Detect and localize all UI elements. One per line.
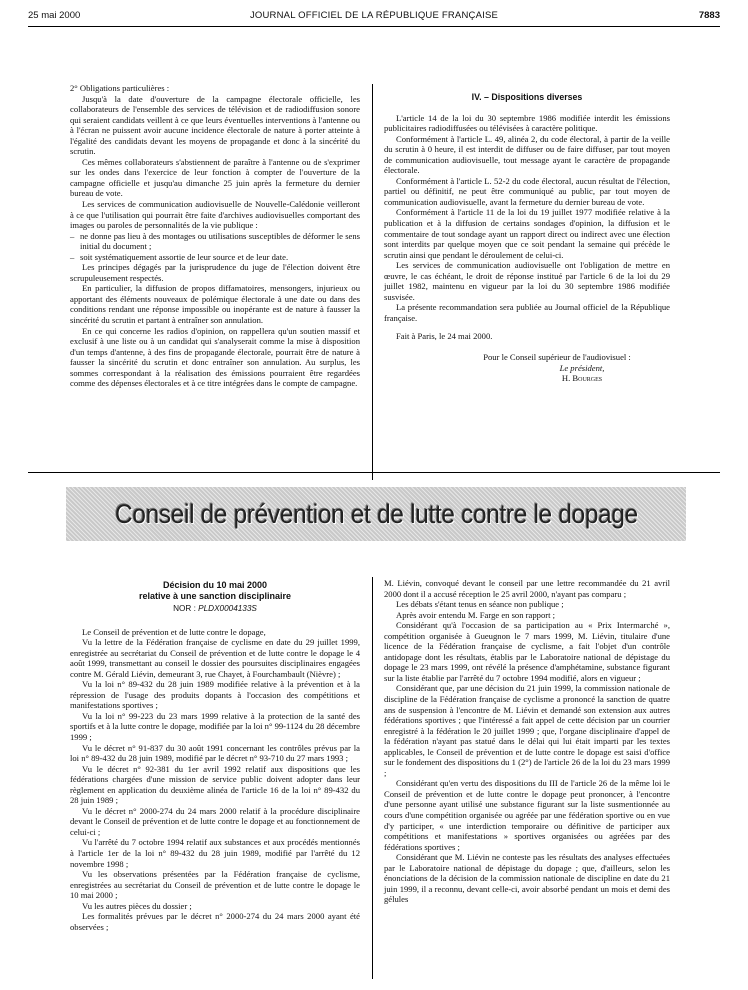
- paragraph: M. Liévin, convoqué devant le conseil par une lettre recommandée du 21 avril 2000 dont il a accusé réception le 25 avril 2000, n'ayant pas comparu ;: [384, 578, 670, 599]
- paragraph: Considérant que, par une décision du 21 juin 1999, la commission nationale de discipline de la Fédération française de cyclisme a prononcé la sanction de quatre ans de suspension à l'encontre de M. Liévin et demandé son extension aux autres fédérations sportives ; que l'intéressé a fait appel de cette décision par un courrier enregistré à la fédération le 20 juillet 1999 ; que, l'organe disciplinaire d'appel de la fédération n'ayant pas statué dans le délai qui lui était imparti par les textes applicables, le Conseil de prévention et de lutte contre le dopage est saisi d'office sur le fondement des dispositions du 1 (2°) de l'article 26 de la loi du 23 mars 1999 ;: [384, 683, 670, 778]
- paragraph: Considérant qu'à l'occasion de sa participation au « Prix Intermarché », compétition organisée à Gueugnon le 7 mars 1999, M. Liévin, titulaire d'une licence de la Fédération française de cyclisme, a fait l'objet d'un contrôle antidopage dont les résultats, établis par le Laboratoire national de dépistage du dopage le 23 mars 1999, ont révélé la présence d'amphétamine, substance figurant sur la liste établie par l'arrêté du 7 octobre 1994 modifié, alors en vigueur ;: [384, 620, 670, 683]
- paragraph: Conformément à l'article L. 49, alinéa 2, du code électoral, à partir de la veille du scrutin à 0 heure, il est interdit de diffuser ou de faire diffuser, par tout moyen de communication audiovisuelle, tout message ayant le caractère de propagande électorale.: [384, 133, 670, 176]
- paragraph: Les débats s'étant tenus en séance non publique ;: [396, 599, 564, 610]
- paragraph: Les services de communication audiovisuelle de Nouvelle-Calédonie veilleront à ce que l'utilisation qui pourrait être faite d'archives audiovisuelles comportant des images ou paroles de personnalités de la vie publique :: [70, 199, 360, 231]
- nor-reference: [70, 604, 360, 615]
- paragraph: Après avoir entendu M. Farge en son rapport ;: [396, 609, 556, 620]
- paragraph: Conformément à l'article L. 52-2 du code électoral, aucun résultat de l'élection, partiel ou définitif, ne peut être communiqué au public, par tout moyen de communication audiovisuelle, avant la fermeture du dernier bureau de vote.: [384, 175, 670, 207]
- paragraph: Vu la loi n° 89-432 du 28 juin 1989 modifiée relative à la prévention et à la répression de l'usage des produits dopants à l'occasion des compétitions et manifestations sportives ;: [70, 679, 360, 711]
- section-heading: IV. – Dispositions diverses: [471, 92, 583, 102]
- paragraph: La présente recommandation sera publiée au Journal officiel de la République française.: [384, 302, 670, 323]
- paragraph: Jusqu'à la date d'ouverture de la campagne électorale officielle, les collaborateurs de l'ensemble des services de télévision et de radiodiffusion sonore qui seraient candidats veillent à ce que leurs éventuelles interventions à l'antenne ou à l'écran ne puissent avoir aucune incidence électorale de nature à porter atteinte à l'égalité des candidats devant les moyens de propagande et donc à la sincérité du scrutin.: [70, 93, 360, 157]
- nor-label: NOR :: [173, 604, 196, 613]
- paragraph: Fait à Paris, le 24 mai 2000.: [396, 331, 493, 342]
- paragraph: Considérant que M. Liévin ne conteste pas les résultats des analyses effectuées par le Laboratoire national de dépistage du dopage ; que, d'ailleurs, selon les énonciations de la décision de la commission nationale de discipline en date du 21 juin 1999, il a reconnu, devant celle-ci, avoir absorbé pendant un mois et demi des gélules: [384, 852, 670, 905]
- banner-title: Conseil de prévention et de lutte contre le dopage: [114, 498, 638, 529]
- paragraph: Les services de communication audiovisuelle ont l'obligation de mettre en œuvre, le cas échéant, le droit de réponse institué par l'article 6 de la loi du 29 juillet 1982, maintenu en vigueur par la loi du 30 septembre 1986 modifiée susvisée.: [384, 260, 670, 302]
- paragraph: Conformément à l'article 11 de la loi du 19 juillet 1977 modifiée relative à la publication et à la diffusion de certains sondages d'opinion, la diffusion et le commentaire de tout sondage ayant un rapport direct ou indirect avec une élection sont interdits par quelque moyen que ce soit pendant la semaine qui précède le scrutin ainsi que pendant le déroulement de celui-ci.: [384, 207, 670, 260]
- paragraph: En particulier, la diffusion de propos diffamatoires, mensongers, injurieux ou apportant des éléments nouveaux de polémique électorale à une date ou dans des conditions rendant une réponse impossible ou inopérante est de nature à fausser la sincérité du scrutin et partant à entraîner son annulation.: [70, 283, 360, 326]
- paragraph: 2° Obligations particulières :: [70, 83, 170, 93]
- paragraph: Vu le décret n° 92-381 du 1er avril 1992 relatif aux dispositions que les fédérations chargées d'une mission de service public doivent adopter dans leur règlement en application du deuxième alinéa de l'article 16 de la loi n° 89-432 du 28 juin 1989 ;: [70, 763, 360, 806]
- paragraph: Vu les autres pièces du dossier ;: [82, 900, 192, 911]
- lower-right-column: [384, 578, 670, 905]
- paragraph: Les principes dégagés par la jurisprudence du juge de l'élection doivent être scrupuleusement respectés.: [70, 262, 360, 283]
- column-divider-upper: [372, 84, 373, 480]
- nor-value: PLDX0004133S: [198, 604, 257, 613]
- decision-subtitle: relative à une sanction disciplinaire: [138, 590, 292, 601]
- signature-block: [384, 352, 670, 384]
- header-date: 25 mai 2000: [28, 10, 81, 21]
- paragraph: Les formalités prévues par le décret n° 2000-274 du 24 mars 2000 ayant été observées ;: [70, 911, 360, 932]
- section-banner: [66, 487, 686, 541]
- paragraph: Ces mêmes collaborateurs s'abstiennent de paraître à l'antenne ou de s'exprimer sur les ondes dans l'exercice de leur fonction à compter de l'ouverture de la campagne officielle et jusqu'au dimanche 25 juin après la fermeture du dernier bureau de vote.: [70, 156, 360, 199]
- header-journal-title: JOURNAL OFFICIEL DE LA RÉPUBLIQUE FRANÇAISE: [249, 10, 499, 21]
- paragraph: Vu la loi n° 99-223 du 23 mars 1999 relative à la protection de la santé des sportifs et à la lutte contre le dopage, modifiée par la loi n° 99-1124 du 28 décembre 1999 ;: [70, 710, 360, 743]
- paragraph: Considérant qu'en vertu des dispositions du III de l'article 26 de la même loi le Conseil de prévention et de lutte contre le dopage peut prononcer, à l'encontre d'une personne ayant utilisé une substance figurant sur la liste susmentionnée au cours d'une compétition organisée ou agréée par une fédération sportive ou en vue d'y participer, « une interdiction temporaire ou définitive de participer aux compétitions et manifestations » sportives organisées ou agréées par des fédérations sportives ;: [384, 778, 670, 852]
- paragraph: – ne donne pas lieu à des montages ou utilisations susceptibles de déformer le sens initial du document ;: [70, 231, 360, 252]
- paragraph: Vu l'arrêté du 7 octobre 1994 relatif aux substances et aux procédés mentionnés à l'article 1er de la loi n° 89-432 du 28 juin 1989, modifié par l'arrêté du 12 novembre 1998 ;: [70, 837, 360, 869]
- decision-title: Décision du 10 mai 2000: [162, 580, 268, 590]
- column-divider-lower: [372, 577, 373, 979]
- page-header: [28, 10, 720, 26]
- paragraph: Vu les observations présentées par la Fédération française de cyclisme, enregistrées au secrétariat du Conseil de prévention et de lutte contre le dopage le 10 mai 2000 ;: [70, 869, 360, 901]
- paragraph: Le Conseil de prévention et de lutte contre le dopage,: [82, 626, 266, 637]
- header-page-number: 7883: [698, 10, 720, 21]
- upper-left-column: [70, 83, 360, 389]
- section-separator: [28, 472, 720, 473]
- paragraph: L'article 14 de la loi du 30 septembre 1986 modifiée interdit les émissions publicitaires radiodiffusées ou télévisées à caractère politique.: [384, 112, 670, 134]
- paragraph: Vu la lettre de la Fédération française de cyclisme en date du 29 juillet 1999, enregistrée au secrétariat du Conseil de prévention et de lutte contre le dopage le 4 août 1999, transmettant au conseil le dossier des poursuites disciplinaires engagées contre M. Gérald Liévin, demeurant 3, rue Chayet, à Fourchambault (Nièvre) ;: [70, 637, 360, 679]
- paragraph: Vu le décret n° 91-837 du 30 août 1991 concernant les contrôles prévus par la loi n° 89-432 du 28 juin 1989, modifié par le décret n° 93-710 du 27 mars 1993 ;: [70, 742, 360, 764]
- upper-right-column: [384, 92, 670, 384]
- signature-line-1: Pour le Conseil supérieur de l'audiovisuel :: [483, 352, 631, 363]
- paragraph: – soit systématiquement assortie de leur source et de leur date.: [70, 252, 360, 263]
- paragraph: Vu le décret n° 2000-274 du 24 mars 2000 relatif à la procédure disciplinaire devant le Conseil de prévention et de lutte contre le dopage et au fonctionnement de celui-ci ;: [70, 805, 360, 837]
- signature-line-2: Le président,: [559, 362, 605, 373]
- header-rule: [28, 26, 720, 27]
- signature-line-3: H. Bourges: [561, 373, 603, 384]
- lower-left-column: [70, 580, 360, 932]
- paragraph: En ce qui concerne les radios d'opinion, on rappellera qu'un soutien massif et exclusif à une liste ou à un candidat qui s'analyserait comme la mise à disposition d'un temps d'antenne, à des fins de propagande électorale, pourrait être de nature à fausser la sincérité du scrutin et donc entraîner son annulation. Au surplus, les sommes correspondant à la réalisation des émissions pourraient être regardées comme des dépenses électorales et à ce titre intégrées dans le compte de campagne.: [70, 325, 360, 389]
